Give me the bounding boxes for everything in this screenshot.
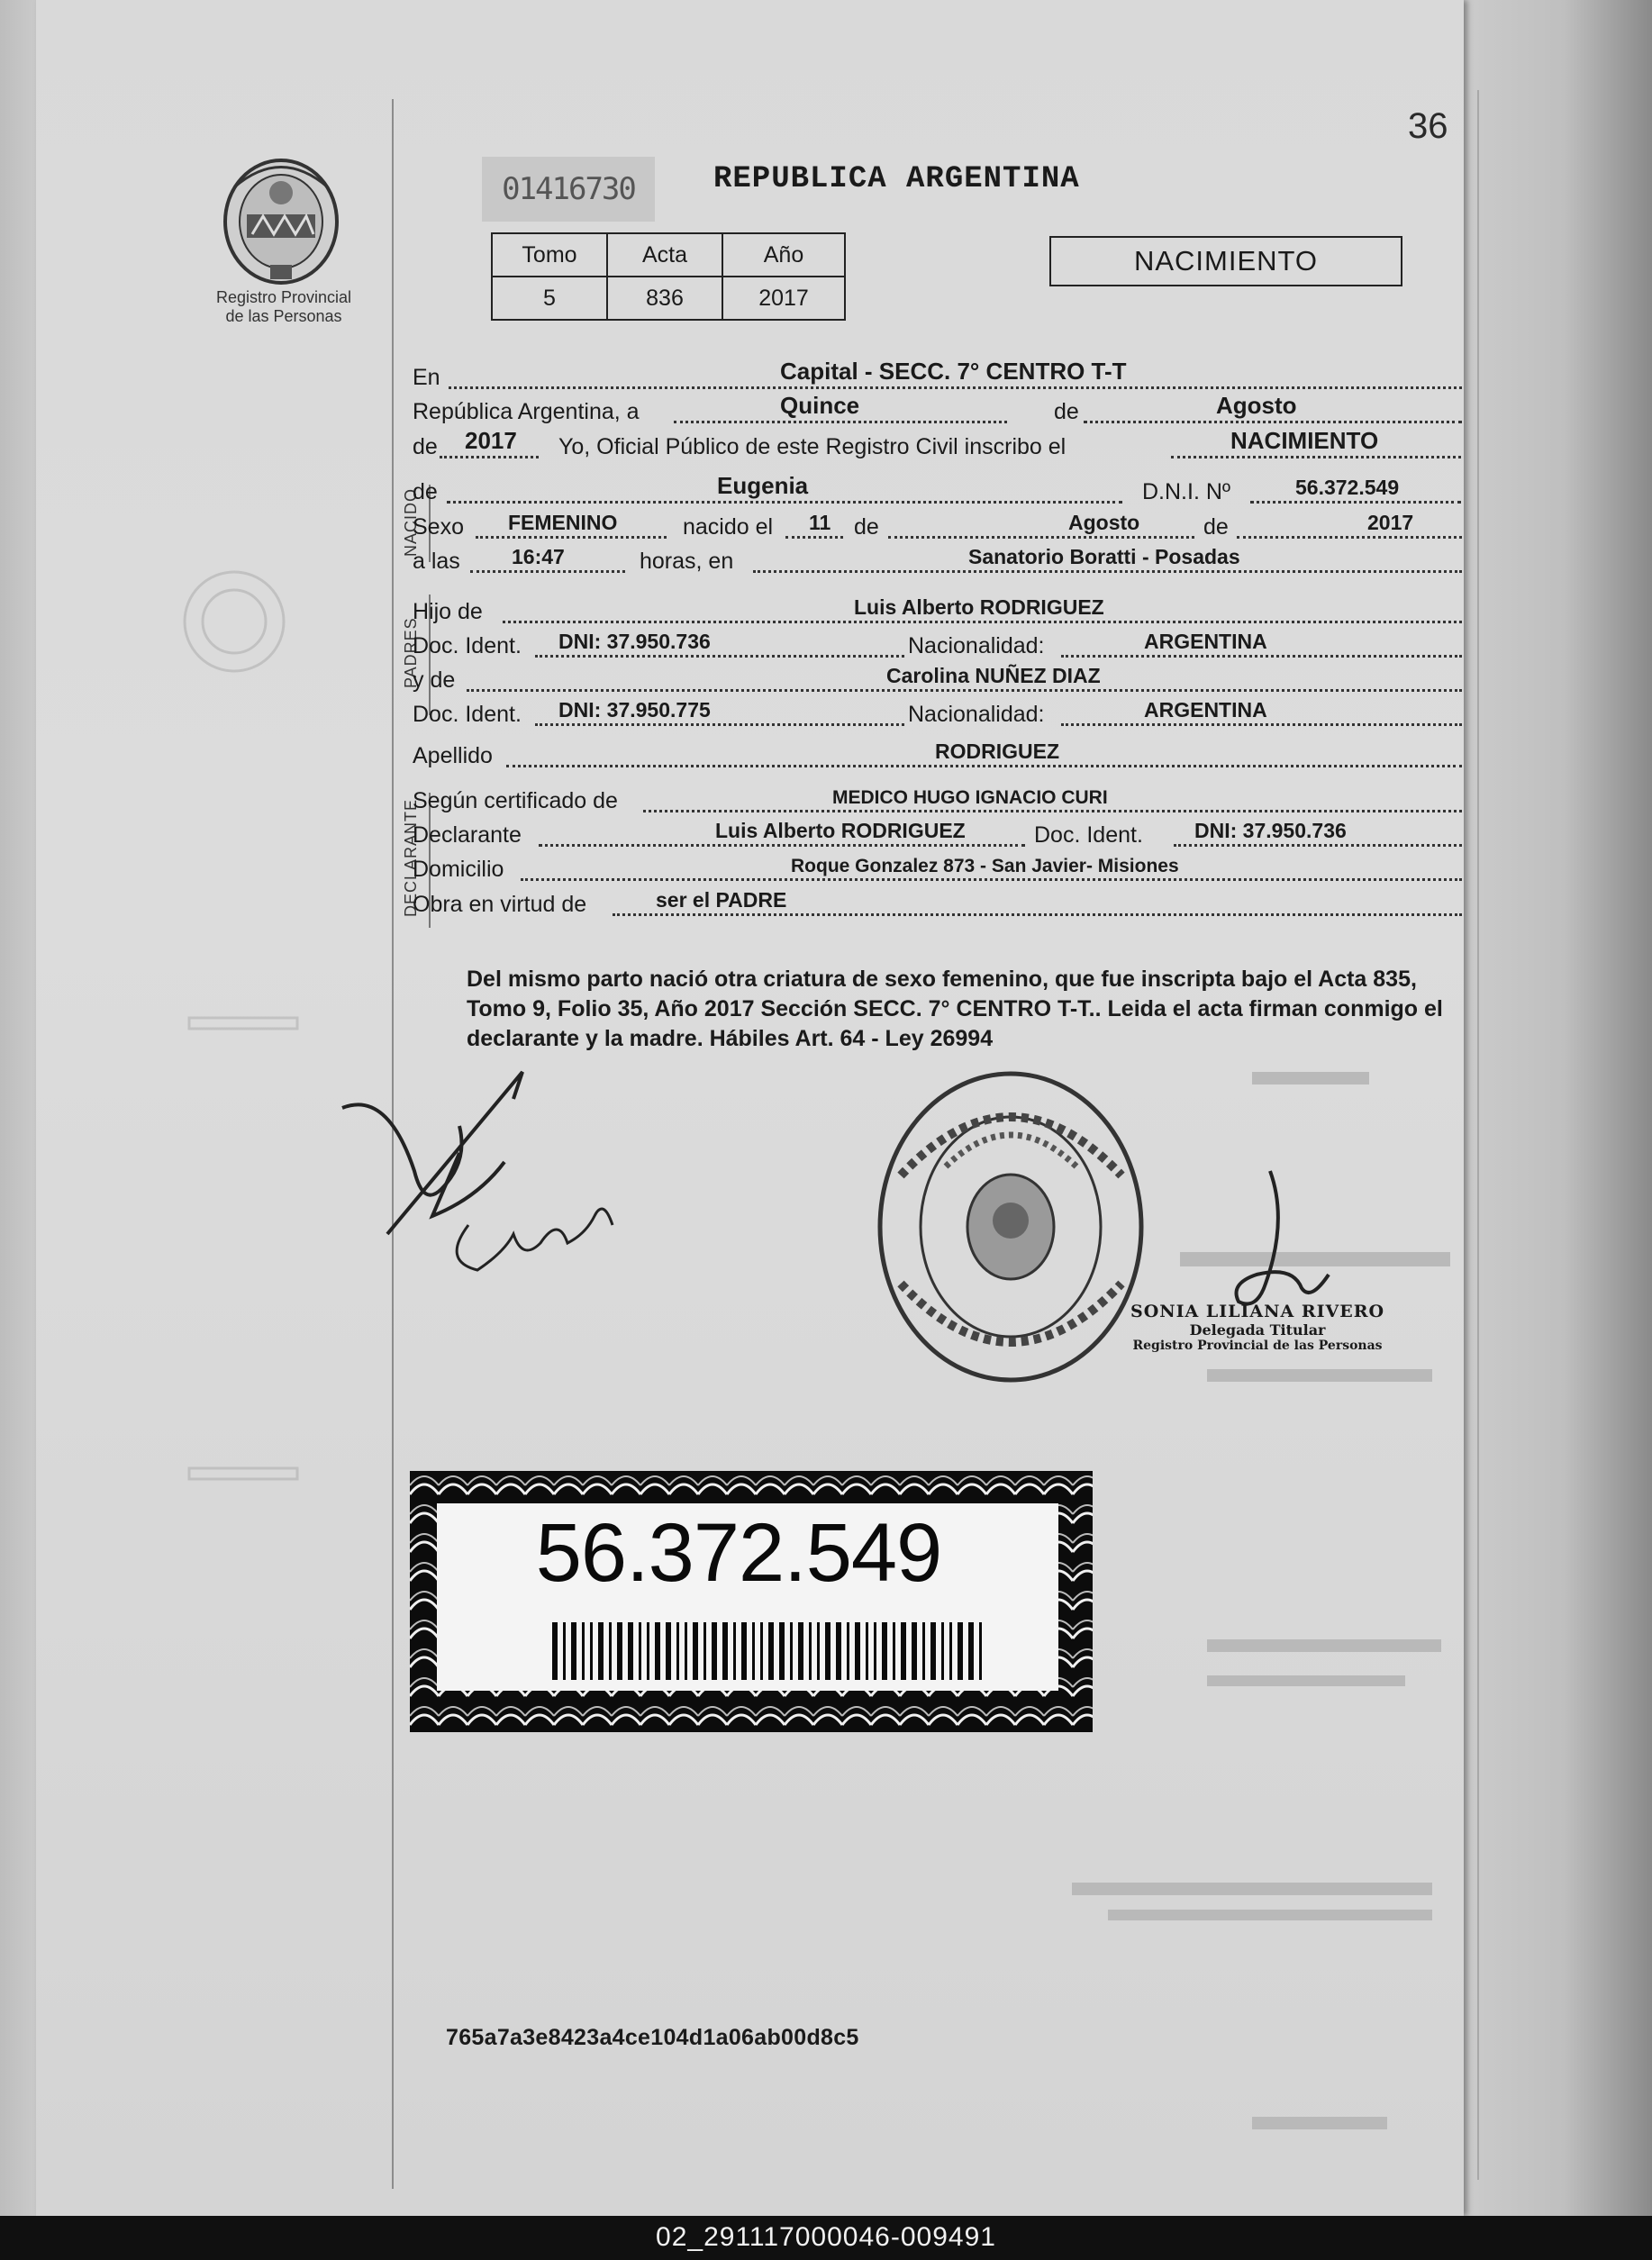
barcode-bar [968,1622,974,1680]
barcode-bar [912,1622,917,1680]
value-name: Eugenia [717,472,809,499]
barcode-bar [655,1622,660,1680]
dotted-line [535,723,904,726]
barcode-bar [685,1622,687,1680]
row-mother-doc [413,697,1466,731]
dotted-line [506,765,1462,767]
dotted-line [1061,655,1462,658]
barcode-bar [979,1622,982,1680]
barcode-bar [893,1622,895,1680]
country-heading: REPUBLICA ARGENTINA [713,162,1080,196]
scan-footer: 02_291117000046-009491 [0,2216,1652,2260]
dotted-line [503,621,1462,623]
dotted-line [476,536,667,539]
dotted-line [440,456,539,458]
dotted-line [674,421,1007,423]
value-birth-place: Sanatorio Boratti - Posadas [968,545,1240,568]
signer-name: SONIA LILIANA RIVERO [1130,1302,1385,1321]
dotted-line [521,878,1462,881]
value-birth-day: 11 [809,511,831,534]
label-en: En [413,365,440,390]
row-republica [413,392,1466,429]
dotted-line [1084,421,1462,423]
barcode-number: 56.372.549 [535,1507,942,1599]
page-number: 36 [1408,106,1448,146]
barcode-bar [647,1622,649,1680]
dotted-line [470,570,625,573]
label-apellido: Apellido [413,743,493,768]
label-declarante: Declarante [413,822,522,848]
value-father-nationality: ARGENTINA [1144,630,1267,653]
official-stamp-icon [874,1067,1148,1387]
row-declarante [413,818,1466,852]
barcode-bar [712,1622,717,1680]
value-mother-doc: DNI: 37.950.775 [558,698,711,722]
barcode-bar [733,1622,736,1680]
barcode-bar [874,1622,876,1680]
dotted-line [1174,844,1462,847]
label-doc-mother: Doc. Ident. [413,702,522,727]
barcode-bar [582,1622,585,1680]
value-place-en: Capital - SECC. 7° CENTRO T-T [780,358,1127,385]
value-mother: Carolina NUÑEZ DIAZ [886,664,1101,687]
barcode-bar [768,1622,774,1680]
label-a-las: a las [413,549,460,574]
barcode-bar [598,1622,604,1680]
observation-note: Del mismo parto nació otra criatura de sexo femenino, que fue inscripta bajo el Acta 835, Tomo 9, Folio 35, Año 2017 Sección SECC. 7° CENTRO T-T.. Leida el acta firman conmigo el declarante y la madre. Hábiles Art. 64 - Ley 26994 [467,967,1443,1051]
row-domicilio [413,852,1466,886]
side-label-declarante: DECLARANTE [402,798,420,917]
dotted-line [1061,723,1462,726]
barcode-bar [958,1622,963,1680]
barcode-bar [901,1622,906,1680]
label-doc-declarante: Doc. Ident. [1034,822,1143,848]
registry-label-line2: de las Personas [225,307,342,325]
barcode-bar [855,1622,860,1680]
row-certificado [413,784,1466,818]
value-mother-nationality: ARGENTINA [1144,698,1267,722]
barcode-bar [703,1622,706,1680]
label-domicilio: Domicilio [413,857,504,882]
label-de-year: de [413,434,438,459]
province-crest-icon [216,151,347,286]
value-father-doc: DNI: 37.950.736 [558,630,711,653]
barcode-bar [676,1622,679,1680]
reference-table-value-row [492,277,845,320]
barcode-bar [798,1622,803,1680]
value-birth-year: 2017 [1367,511,1414,534]
barcode-bar [847,1622,849,1680]
barcode-bar [790,1622,793,1680]
document-hash: 765a7a3e8423a4ce104d1a06ab00d8c5 [446,2025,859,2050]
label-nacionalidad-mother: Nacionalidad: [908,702,1045,727]
label-republica: República Argentina, a [413,399,640,424]
barcode-bar [617,1622,622,1680]
dotted-line [539,844,1025,847]
value-acta: 836 [607,277,722,320]
barcode-bar [930,1622,936,1680]
show-through-crest-icon [171,567,351,1919]
barcode-bar [666,1622,671,1680]
barcode-bar [836,1622,841,1680]
row-hora [413,544,1466,578]
document-page [36,0,1464,2216]
dotted-line [1250,501,1461,504]
barcode-bar [693,1622,698,1680]
barcode-bar [922,1622,925,1680]
barcode-bar [809,1622,812,1680]
row-father-doc [413,629,1466,663]
barcode-bar [741,1622,747,1680]
serial-number: 01416730 [482,157,655,222]
barcode-bar [752,1622,755,1680]
dotted-line [535,655,904,658]
header-acta: Acta [607,233,722,277]
reference-table [491,232,846,321]
value-domicilio: Roque Gonzalez 873 - San Javier- Misiones [791,856,1179,876]
value-day: Quince [780,392,860,419]
dotted-line [785,536,843,539]
value-father: Luis Alberto RODRIGUEZ [854,595,1104,619]
row-name [413,472,1466,509]
barcode-bar [590,1622,593,1680]
barcode-bar [639,1622,641,1680]
dotted-line [467,689,1462,692]
dotted-line [447,501,1122,504]
barcode-bar [552,1622,558,1680]
label-nacionalidad-father: Nacionalidad: [908,633,1045,658]
row-apellido [413,739,1466,773]
value-obra: ser el PADRE [656,888,787,912]
barcode-bar [866,1622,868,1680]
label-dni: D.N.I. Nº [1142,479,1231,504]
row-mother [413,663,1466,697]
dotted-line [888,536,1194,539]
label-sexo: Sexo [413,514,464,540]
value-time: 16:47 [512,545,565,568]
label-de-birth: de [854,514,879,540]
header-anio: Año [722,233,845,277]
signer-title: Delegada Titular [1189,1321,1326,1339]
label-certificado: Según certificado de [413,788,618,813]
value-apellido: RODRIGUEZ [935,740,1059,763]
value-tomo: 5 [492,277,607,320]
dotted-line [449,386,1462,389]
label-nacido: nacido el [683,514,774,540]
label-obra: Obra en virtud de [413,892,587,917]
label-oficial: Yo, Oficial Público de este Registro Civil inscribo el [558,434,1067,459]
barcode-bar [817,1622,820,1680]
label-de-birth-year: de [1203,514,1229,540]
reference-table-header-row [492,233,845,277]
value-inscribo: NACIMIENTO [1230,427,1379,454]
official-signer-block [1130,1302,1384,1353]
label-doc-father: Doc. Ident. [413,633,522,658]
declarant-signature-icon [333,1054,658,1288]
row-obra [413,887,1466,921]
label-de: de [1054,399,1079,424]
value-birth-month: Agosto [1068,511,1140,534]
underlying-sheet [1432,0,1652,2216]
registry-label [194,288,374,326]
side-label-nacido: NACIDO [402,487,420,557]
value-declarante-doc: DNI: 37.950.736 [1194,819,1347,842]
registry-label-line1: Registro Provincial [215,288,352,306]
value-year: 2017 [465,427,517,454]
barcode-bar [609,1622,612,1680]
record-type-box: NACIMIENTO [1049,236,1402,286]
barcode-bar [722,1622,728,1680]
dotted-line [613,913,1462,916]
value-certificado: MEDICO HUGO IGNACIO CURI [832,787,1108,808]
dotted-line [753,570,1462,573]
row-en [413,360,1466,395]
label-horas: horas, en [640,549,734,574]
label-de-name: de [413,479,438,504]
barcode-bar [949,1622,952,1680]
value-dni: 56.372.549 [1295,476,1400,499]
barcode-bar [760,1622,763,1680]
barcode-bar [882,1622,887,1680]
dotted-line [643,810,1462,812]
barcode-bar [941,1622,944,1680]
barcode-bar [779,1622,785,1680]
right-border-line [1477,90,1479,2180]
value-declarante: Luis Alberto RODRIGUEZ [715,819,966,842]
label-y-de: y de [413,667,456,693]
value-month: Agosto [1216,392,1297,419]
barcode-bar [825,1622,831,1680]
barcode-bar [571,1622,576,1680]
barcode-bar [563,1622,566,1680]
row-oficial [413,427,1466,464]
dotted-line [1171,456,1461,458]
side-label-padres: PADRES [402,617,420,688]
signer-office: Registro Provincial de las Personas [1132,1339,1383,1353]
value-sexo: FEMENINO [508,511,618,534]
label-hijo: Hijo de [413,599,483,624]
dotted-line [1237,536,1462,539]
value-anio: 2017 [722,277,845,320]
header-tomo: Tomo [492,233,607,277]
row-hijo [413,594,1466,629]
row-sexo [413,510,1466,544]
barcode-bar [628,1622,633,1680]
